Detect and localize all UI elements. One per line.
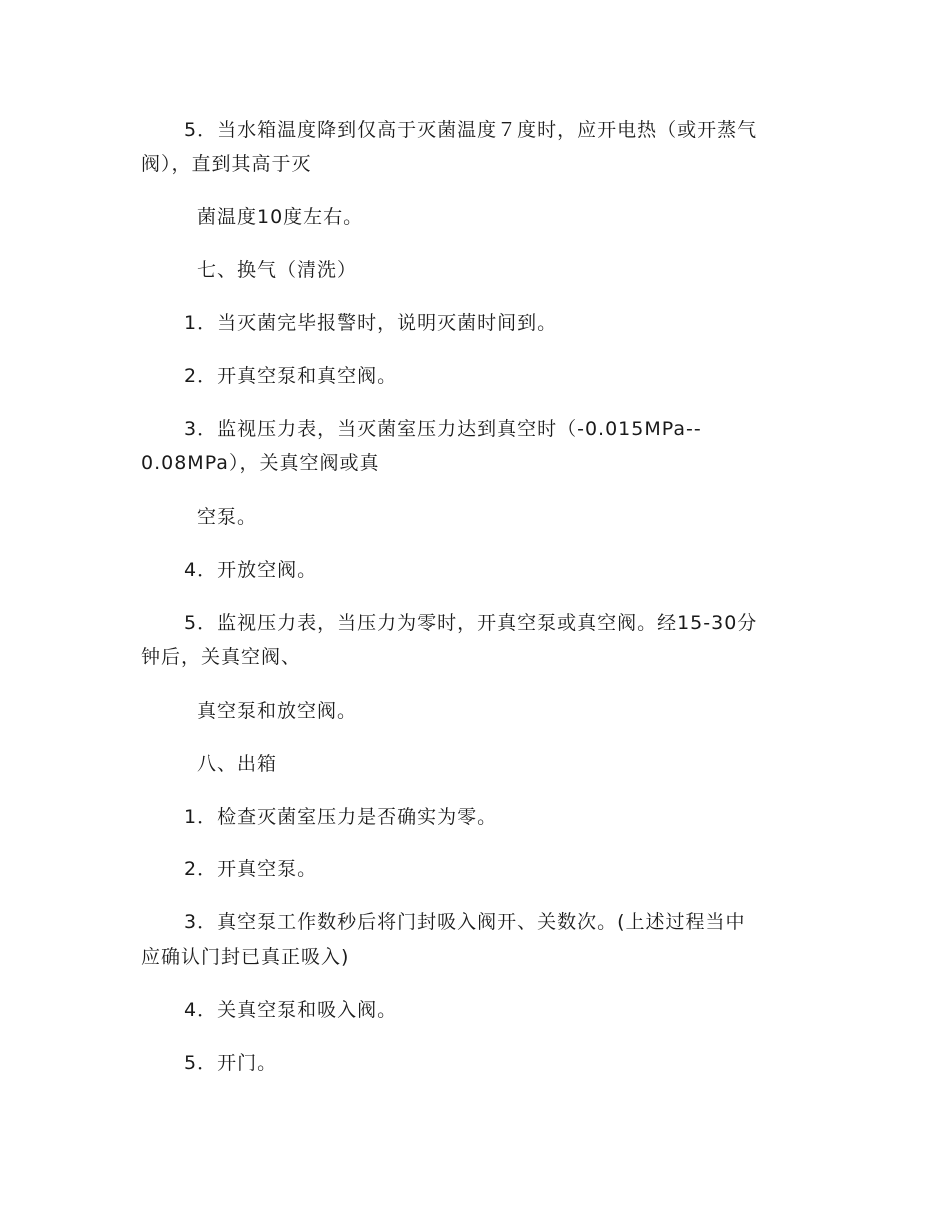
text-line: 空泵。: [197, 506, 258, 528]
text-line: 5．监视压力表，当压力为零时，开真空泵或真空阀。经15-30分: [184, 612, 758, 634]
text-line: 4．开放空阀。: [184, 559, 318, 581]
text-line: 3．监视压力表，当灭菌室压力达到真空时（-0.015MPa--: [184, 418, 702, 440]
text-line: 1．当灭菌完毕报警时，说明灭菌时间到。: [184, 312, 558, 334]
text-line: 菌温度10度左右。: [197, 206, 364, 228]
text-line: 钟后，关真空阀、: [141, 646, 302, 668]
text-line: 5．开门。: [184, 1052, 278, 1074]
text-line: 2．开真空泵和真空阀。: [184, 365, 398, 387]
text-line: 应确认门封已真正吸入): [141, 946, 350, 968]
text-line: 真空泵和放空阀。: [197, 700, 358, 722]
text-line: 1．检查灭菌室压力是否确实为零。: [184, 806, 498, 828]
text-line: 0.08MPa），关真空阀或真: [141, 452, 380, 474]
text-line: 5．当水箱温度降到仅高于灭菌温度７度时，应开电热（或开蒸气: [184, 119, 758, 141]
text-line: 3．真空泵工作数秒后将门封吸入阀开、关数次。(上述过程当中: [184, 911, 746, 933]
section-heading: 八、出箱: [197, 753, 278, 775]
text-line: 2．开真空泵。: [184, 858, 318, 880]
text-line: 阀），直到其高于灭: [141, 153, 312, 175]
text-line: 4．关真空泵和吸入阀。: [184, 999, 398, 1021]
section-heading: 七、换气（清洗）: [197, 259, 358, 281]
